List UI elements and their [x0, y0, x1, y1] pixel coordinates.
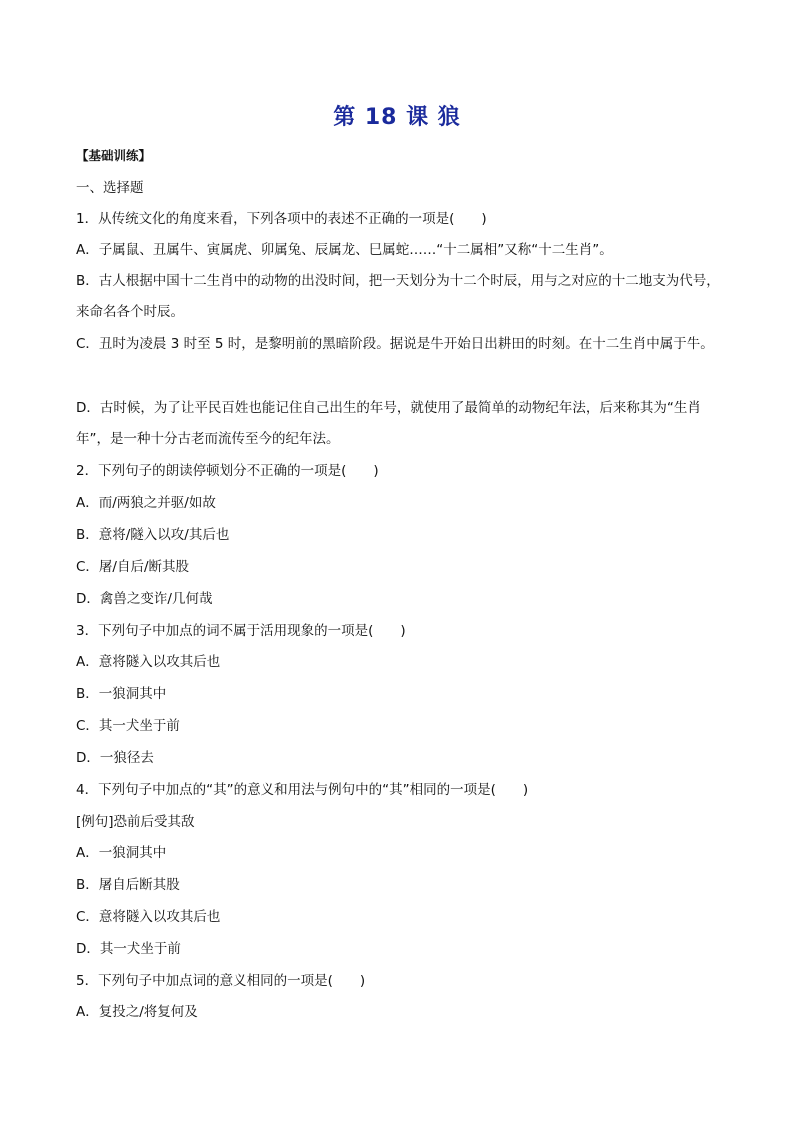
question-1-stem: 1．从传统文化的角度来看，下列各项中的表述不正确的一项是( )	[76, 211, 487, 227]
question-1-option-a: A．子属鼠、丑属牛、寅属虎、卯属兔、辰属龙、巳属蛇……“十二属相”又称“十二生肖”。	[76, 242, 613, 258]
question-3-option-a: A．意将隧入以攻其后也	[76, 654, 221, 670]
question-2-option-a: A．而/两狼之并驱/如故	[76, 495, 216, 511]
part-heading: 一、选择题	[76, 180, 144, 196]
question-3-option-d: D．一狼径去	[76, 750, 154, 766]
question-4-example: [例句]恐前后受其敌	[76, 814, 195, 830]
question-3-option-c: C．其一犬坐于前	[76, 718, 180, 734]
question-1-option-b: B．古人根据中国十二生肖中的动物的出没时间，把一天划分为十二个时辰，用与之对应的十二地支为代号，	[76, 273, 720, 289]
question-2-option-d: D．禽兽之变诈/几何哉	[76, 591, 213, 607]
question-1-option-d: D．古时候，为了让平民百姓也能记住自己出生的年号，就使用了最简单的动物纪年法，后来称其为“生肖	[76, 400, 701, 416]
question-1-option-c: C．丑时为凌晨 3 时至 5 时，是黎明前的黑暗阶段。据说是牛开始日出耕田的时刻。在十二生肖中属于牛。	[76, 336, 714, 352]
question-4-option-c: C．意将隧入以攻其后也	[76, 909, 221, 925]
question-1-option-b-cont: 来命名各个时辰。	[76, 304, 184, 320]
question-2-option-c: C．屠/自后/断其股	[76, 559, 190, 575]
question-4-option-b: B．屠自后断其股	[76, 877, 180, 893]
page-title: 第 18 课 狼	[333, 105, 461, 130]
question-3-option-b: B．一狼洞其中	[76, 686, 167, 702]
question-2-stem: 2．下列句子的朗读停顿划分不正确的一项是( )	[76, 463, 379, 479]
question-2-option-b: B．意将/隧入以攻/其后也	[76, 527, 230, 543]
question-4-stem: 4．下列句子中加点的“其”的意义和用法与例句中的“其”相同的一项是( )	[76, 782, 529, 798]
question-4-option-d: D．其一犬坐于前	[76, 941, 181, 957]
question-3-stem: 3．下列句子中加点的词不属于活用现象的一项是( )	[76, 623, 406, 639]
question-4-option-a: A．一狼洞其中	[76, 845, 167, 861]
question-5-stem: 5．下列句子中加点词的意义相同的一项是( )	[76, 973, 366, 989]
question-5-option-a: A．复投之/将复何及	[76, 1004, 198, 1020]
section-label: 【基础训练】	[76, 148, 152, 163]
question-1-option-d-cont: 年”，是一种十分古老而流传至今的纪年法。	[76, 431, 340, 447]
